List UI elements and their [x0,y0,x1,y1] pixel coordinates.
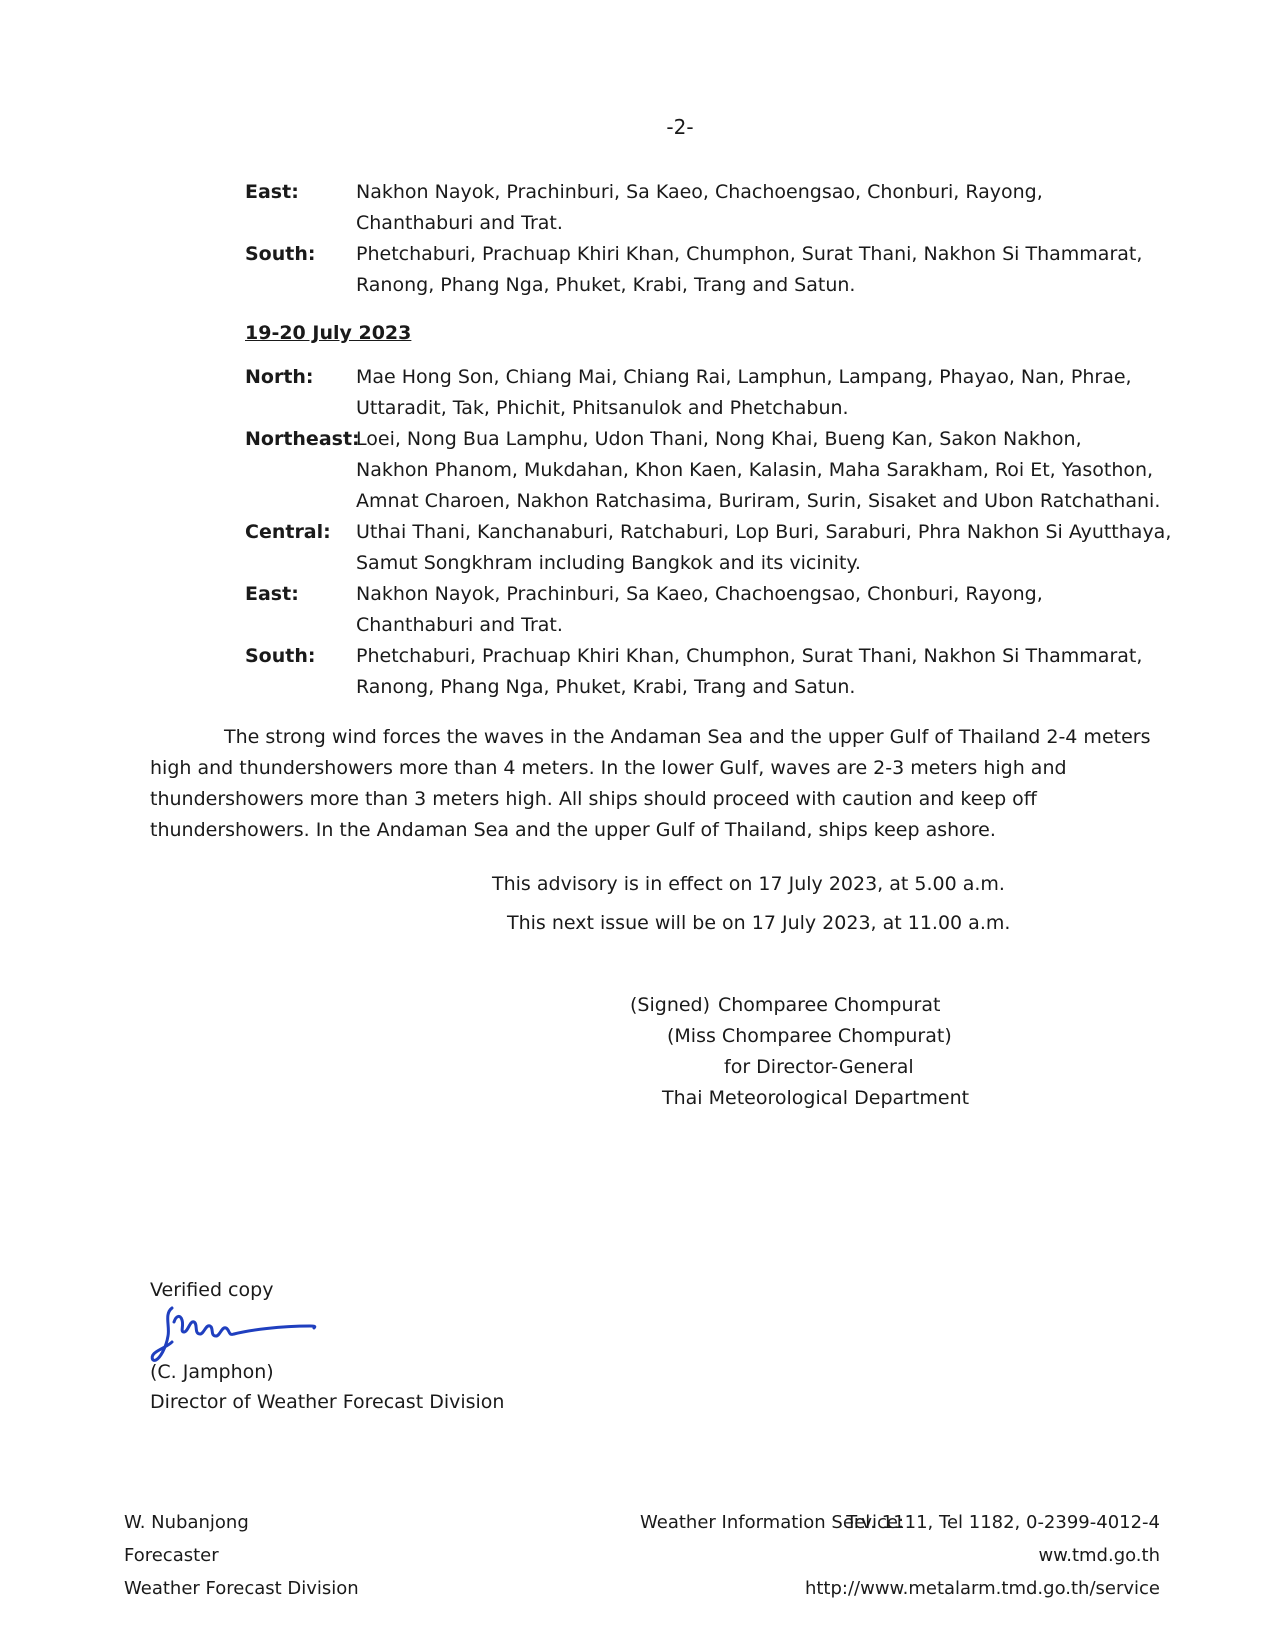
verified-copy-label: Verified copy [150,1279,274,1301]
signatory-full-name: (Miss Chomparee Chompurat) [667,1025,952,1047]
region-label-north: North: [245,366,314,388]
advisory-effect-line: This advisory is in effect on 17 July 2023, at 5.00 a.m. [492,873,1005,895]
signatory-name: Chomparee Chompurat [718,994,941,1016]
signed-prefix: (Signed) [630,994,711,1016]
footer-forecaster-name: W. Nubanjong [124,1512,249,1533]
region-text-east-2-line2: Chanthaburi and Trat. [356,614,563,636]
signatory-role: for Director-General [724,1056,914,1078]
region-text-north-line1: Mae Hong Son, Chiang Mai, Chiang Rai, Lamphun, Lampang, Phayao, Nan, Phrae, [356,366,1132,388]
region-text-south-line2: Ranong, Phang Nga, Phuket, Krabi, Trang and Satun. [356,274,856,296]
verifier-title: Director of Weather Forecast Division [150,1391,505,1413]
region-text-northeast-line1: Loei, Nong Bua Lamphu, Udon Thani, Nong Khai, Bueng Kan, Sakon Nakhon, [356,428,1082,450]
paragraph-line-1: The strong wind forces the waves in the Andaman Sea and the upper Gulf of Thailand 2-4 meters [224,726,1151,748]
paragraph-line-2: high and thundershowers more than 4 meters. In the lower Gulf, waves are 2-3 meters high and [150,757,1067,779]
region-label-east: East: [245,181,299,203]
region-label-south: South: [245,243,316,265]
footer-forecaster-role: Forecaster [124,1545,219,1566]
region-text-south-2-line1: Phetchaburi, Prachuap Khiri Khan, Chumphon, Surat Thani, Nakhon Si Thammarat, [356,645,1143,667]
footer-service-label: Weather Information Service: [640,1512,905,1533]
region-text-east-line2: Chanthaburi and Trat. [356,212,563,234]
footer-forecaster-division: Weather Forecast Division [124,1578,359,1599]
section-heading-date: 19-20 July 2023 [245,322,412,344]
footer-telephone: Tel. 1111, Tel 1182, 0-2399-4012-4 [846,1512,1160,1533]
region-label-east-2: East: [245,583,299,605]
paragraph-line-4: thundershowers. In the Andaman Sea and the upper Gulf of Thailand, ships keep ashore. [150,819,996,841]
region-text-northeast-line3: Amnat Charoen, Nakhon Ratchasima, Buriram, Surin, Sisaket and Ubon Ratchathani. [356,490,1161,512]
signatory-organization: Thai Meteorological Department [662,1087,970,1109]
region-text-northeast-line2: Nakhon Phanom, Mukdahan, Khon Kaen, Kalasin, Maha Sarakham, Roi Et, Yasothon, [356,459,1154,481]
verifier-name: (C. Jamphon) [150,1361,274,1383]
next-issue-line: This next issue will be on 17 July 2023, at 11.00 a.m. [507,912,1011,934]
footer-metalarm-link[interactable]: http://www.metalarm.tmd.go.th/service [804,1578,1160,1599]
region-text-east-line1: Nakhon Nayok, Prachinburi, Sa Kaeo, Chachoengsao, Chonburi, Rayong, [356,181,1043,203]
paragraph-line-3: thundershowers more than 3 meters high. All ships should proceed with caution and keep off [150,788,1037,810]
region-text-east-2-line1: Nakhon Nayok, Prachinburi, Sa Kaeo, Chachoengsao, Chonburi, Rayong, [356,583,1043,605]
region-label-central: Central: [245,521,331,543]
region-text-central-line2: Samut Songkhram including Bangkok and its vicinity. [356,552,861,574]
region-label-south-2: South: [245,645,316,667]
region-text-south-2-line2: Ranong, Phang Nga, Phuket, Krabi, Trang and Satun. [356,676,856,698]
footer-website-link[interactable]: ww.tmd.go.th [1038,1545,1160,1566]
region-text-north-line2: Uttaradit, Tak, Phichit, Phitsanulok and Phetchabun. [356,397,849,419]
region-text-central-line1: Uthai Thani, Kanchanaburi, Ratchaburi, Lop Buri, Saraburi, Phra Nakhon Si Ayutthaya, [356,521,1172,543]
page-number: -2- [666,115,694,139]
region-label-northeast: Northeast: [245,428,360,450]
region-text-south-line1: Phetchaburi, Prachuap Khiri Khan, Chumphon, Surat Thani, Nakhon Si Thammarat, [356,243,1143,265]
handwritten-signature [150,1302,320,1364]
